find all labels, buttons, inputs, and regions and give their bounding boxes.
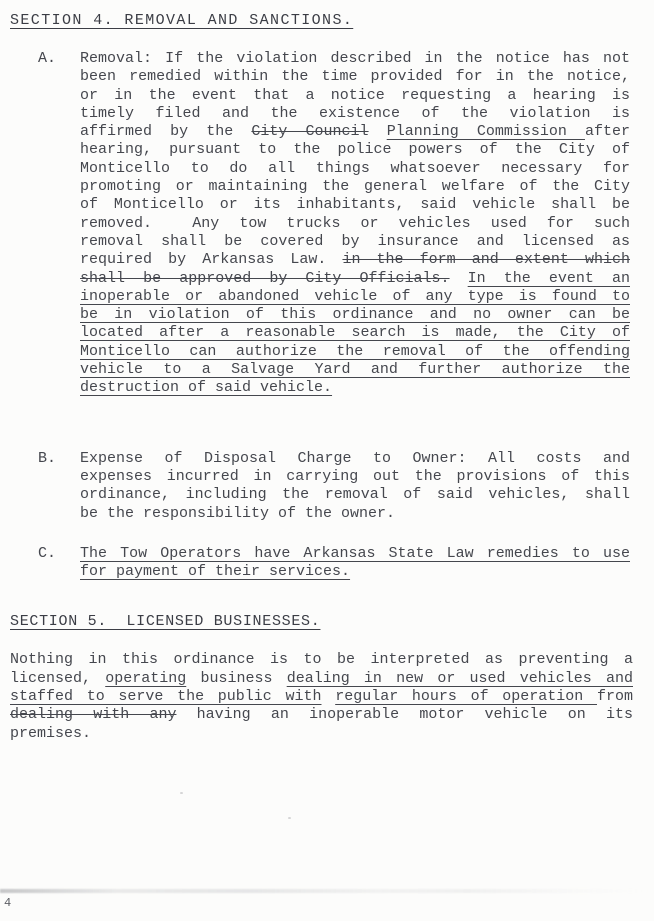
- text-run: Monticello to do all things whatsoever necessary for: [80, 159, 630, 177]
- text-run: having an inoperable motor vehicle on its: [176, 706, 633, 724]
- text-run: Expense of Disposal Charge to Owner: All costs and: [80, 449, 630, 467]
- text-run: required by Arkansas Law.: [80, 251, 343, 269]
- text-run: timely filed and the existence of the violation is: [80, 104, 630, 122]
- text-run: Nothing in this ordinance is to be interpreted as preventing a: [10, 651, 633, 669]
- text-line: [80, 545, 630, 563]
- text-line: [80, 68, 630, 86]
- underlined-text: located after a reasonable search is made, the City of: [80, 324, 630, 342]
- text-line: [80, 123, 630, 141]
- section-4-heading: [10, 12, 633, 30]
- item-text: [80, 50, 630, 398]
- underlined-text: vehicle to a Salvage Yard and further authorize the: [80, 361, 630, 379]
- text-line: [80, 160, 630, 178]
- text-line: [80, 505, 630, 523]
- text-line: [80, 563, 630, 581]
- text-line: [10, 651, 633, 669]
- text-line: [80, 141, 630, 159]
- page-number: 4: [4, 896, 12, 910]
- text-run: business: [186, 669, 287, 687]
- text-run: [450, 270, 468, 287]
- text-line: [80, 50, 630, 68]
- text-run: [321, 688, 335, 705]
- text-line: [10, 688, 633, 706]
- underlined-text: destruction of said vehicle.: [80, 379, 333, 397]
- text-run: be the responsibility of the owner.: [80, 504, 396, 522]
- strikethrough-text: shall be approved by City Officials.: [80, 269, 450, 287]
- underlined-text: dealing in new or used vehicles and: [286, 669, 633, 687]
- text-run: of Monticello or its inhabitants, said vehicle shall be: [80, 196, 630, 214]
- text-run: promoting or maintaining the general welfare of the City: [80, 178, 630, 196]
- underlined-text: staffed to serve the public with: [10, 688, 322, 706]
- underlined-text: regular hours of operation: [335, 688, 597, 706]
- item-a-removal: [10, 50, 633, 398]
- underlined-text: for payment of their services.: [80, 563, 351, 581]
- text-line: [80, 450, 630, 468]
- text-run: [369, 123, 387, 140]
- underlined-text: The Tow Operators have Arkansas State Law remedies to use: [80, 544, 630, 562]
- text-run: after: [584, 123, 630, 141]
- document-body: [10, 12, 633, 743]
- text-line: [80, 343, 630, 361]
- scan-artifact-speck: [288, 817, 291, 819]
- text-run: from: [596, 688, 633, 706]
- item-label: B.: [38, 449, 57, 467]
- text-line: [80, 233, 630, 251]
- text-run: expenses incurred in carrying out the provisions of this: [80, 467, 630, 485]
- text-line: [80, 306, 630, 324]
- text-line: [80, 178, 630, 196]
- text-line: [80, 486, 630, 504]
- strikethrough-text: dealing with any: [10, 706, 177, 724]
- text-run: been remedied within the time provided for in the notice,: [80, 68, 630, 86]
- text-line: [80, 196, 630, 214]
- item-label: C.: [38, 544, 57, 562]
- item-text: [80, 450, 630, 523]
- underlined-text: operating: [105, 669, 187, 687]
- text-line: [10, 706, 633, 724]
- strikethrough-text: City Council: [251, 123, 369, 141]
- text-line: [10, 670, 633, 688]
- text-line: [80, 251, 630, 269]
- text-line: [80, 105, 630, 123]
- item-c-tow-operators: [10, 545, 633, 582]
- section-5-heading: [10, 613, 633, 631]
- underlined-text: Monticello can authorize the removal of the offending: [80, 342, 630, 360]
- text-line: [80, 270, 630, 288]
- text-line: [80, 468, 630, 486]
- underlined-text: inoperable or abandoned vehicle of any type is found to: [80, 287, 630, 305]
- text-run: ordinance, including the removal of said vehicles, shall: [80, 486, 630, 504]
- underlined-text: SECTION 5. LICENSED BUSINESSES.: [10, 613, 321, 631]
- text-run: premises.: [10, 724, 92, 742]
- text-line: [80, 324, 630, 342]
- underlined-text: Planning Commission: [386, 123, 585, 141]
- item-text: [80, 545, 630, 582]
- item-b-expense: [10, 450, 633, 523]
- text-run: removed. Any tow trucks or vehicles used for such: [80, 214, 630, 232]
- text-line: [80, 288, 630, 306]
- text-line: [10, 725, 633, 743]
- section-5-body: [10, 651, 633, 742]
- text-run: hearing, pursuant to the police powers of the City of: [80, 141, 630, 159]
- text-run: or in the event that a notice requesting a hearing is: [80, 86, 630, 104]
- underlined-text: In the event an: [467, 269, 630, 287]
- text-run: Removal: If the violation described in the notice has not: [80, 50, 630, 67]
- text-run: affirmed by the: [80, 123, 252, 141]
- text-line: [80, 379, 630, 397]
- text-line: [80, 215, 630, 233]
- text-run: licensed,: [10, 669, 106, 687]
- scan-artifact-streak: [0, 889, 650, 893]
- text-line: [80, 361, 630, 379]
- strikethrough-text: in the form and extent which: [342, 251, 630, 269]
- text-run: removal shall be covered by insurance and licensed as: [80, 232, 630, 250]
- underlined-text: SECTION 4. REMOVAL AND SANCTIONS.: [10, 12, 354, 29]
- underlined-text: be in violation of this ordinance and no owner can be: [80, 306, 630, 324]
- scan-artifact-speck: [180, 792, 183, 794]
- item-label: A.: [38, 50, 57, 67]
- text-line: [80, 87, 630, 105]
